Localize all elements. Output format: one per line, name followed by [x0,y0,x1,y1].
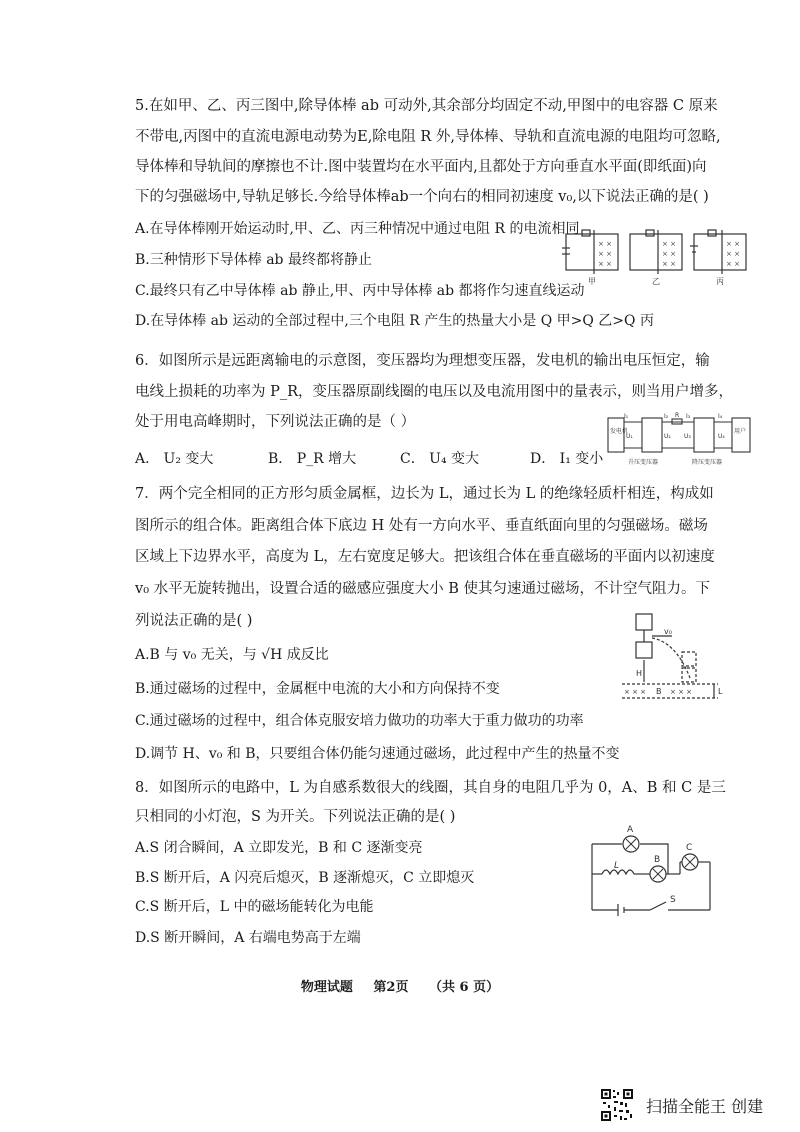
q6-option-a: A． U₂ 变大 [135,451,214,467]
q8-fig-c: C [686,843,693,853]
q7-option-b: B.通过磁场的过程中，金属框中电流的大小和方向保持不变 [135,681,500,697]
q5-fig-label-yi: 乙 [652,277,660,286]
svg-text:× ×: × × [726,260,740,268]
svg-text:× ×: × × [662,240,676,248]
page-footer [0,976,800,995]
q6-option-d: D． I₁ 变小 [530,451,604,467]
q6-fig-u2: U₂ [664,433,671,440]
q5-stem-line-2: 不带电,丙图中的直流电源电动势为E,除电阻 R 外,导体棒、导轨和直流电源的电阻均可忽略, [135,129,721,145]
q6-fig-i4: I₄ [718,413,723,420]
q6-fig-user: 用户 [734,428,747,435]
q8-figure [586,822,722,918]
q6-fig-step-down: 降压变压器 [692,459,723,466]
q7-fig-b: B [656,687,662,696]
q8-fig-b: B [654,855,661,865]
svg-text:× ×: × × [598,260,612,268]
svg-text:× ×: × × [662,250,676,258]
svg-text:× ×: × × [726,240,740,248]
q7-option-c: C.通过磁场的过程中，组合体克服安培力做功的功率大于重力做功的功率 [135,713,584,729]
q8-option-a: A.S 闭合瞬间，A 立即发光，B 和 C 逐渐变亮 [135,840,423,856]
q8-option-d: D.S 断开瞬间，A 右端电势高于左端 [135,930,361,946]
q7-stem-line-3: 区域上下边界水平，高度为 L，左右宽度足够大。把该组合体在垂直磁场的平面内以初速度 [135,549,715,565]
q5-option-c: C.最终只有乙中导体棒 ab 静止,甲、丙中导体棒 ab 都将作匀速直线运动 [135,283,585,299]
q6-fig-i2: I₂ [664,413,669,420]
q7-figure [618,612,730,710]
svg-text:× ×: × × [662,260,676,268]
q5-fig-label-bing: 丙 [716,277,724,286]
q6-fig-i1: I₁ [624,413,629,420]
q6-fig-u1: U₁ [626,433,633,440]
qr-code-icon [600,1088,634,1122]
q7-fig-v0: v₀ [664,627,672,636]
q8-option-c: C.S 断开后，L 中的磁场能转化为电能 [135,899,374,915]
scanner-watermark [600,1088,790,1122]
q6-option-b: B． P_R 增大 [268,451,357,467]
svg-text:× × ×: × × × [670,688,693,696]
q5-stem-line-1: 5.在如甲、乙、丙三图中,除导体棒 ab 可动外,其余部分均固定不动,甲图中的电容器 C 原来 [135,98,718,114]
q8-stem-line-2: 只相同的小灯泡，S 为开关。下列说法正确的是( ) [135,809,456,825]
q6-fig-u4: U₄ [718,433,725,440]
q5-fig-label-jia: 甲 [588,277,596,286]
q5-option-d: D.在导体棒 ab 运动的全部过程中,三个电阻 R 产生的热量大小是 Q 甲>Q 乙>Q 丙 [135,313,654,329]
q5-stem-line-4: 下的匀强磁场中,导轨足够长.今给导体棒ab一个向右的相同初速度 v₀,以下说法正确的是( ) [135,189,709,205]
q8-fig-a: A [627,825,634,835]
footer-total: （共 6 页） [429,980,500,995]
svg-text:× ×: × × [598,240,612,248]
q6-figure [606,408,756,470]
q6-stem-line-3: 处于用电高峰期时，下列说法正确的是（ ） [135,414,416,430]
q7-stem-line-4: v₀ 水平无旋转抛出，设置合适的磁感应强度大小 B 使其匀速通过磁场，不计空气阻力。下 [135,581,710,597]
q7-stem-line-1: 7．两个完全相同的正方形匀质金属框，边长为 L，通过长为 L 的绝缘轻质杆相连，构成如 [135,486,714,502]
q5-option-a: A.在导体棒刚开始运动时,甲、乙、丙三种情况中通过电阻 R 的电流相同 [135,221,580,237]
q5-stem-line-3: 导体棒和导轨间的摩擦也不计.图中装置均在水平面内,且都处于方向垂直水平面(即纸面)向 [135,159,707,175]
q5-figure [560,226,750,286]
q6-stem-line-1: 6．如图所示是远距离输电的示意图，变压器均为理想变压器，发电机的输出电压恒定，输 [135,353,710,369]
q8-option-b: B.S 断开后，A 闪亮后熄灭，B 逐渐熄灭，C 立即熄灭 [135,870,475,886]
q8-fig-l: L [614,861,620,871]
q6-fig-r: R [675,412,680,419]
watermark-text: 扫描全能王 创建 [646,1097,764,1116]
q8-stem-line-1: 8．如图所示的电路中，L 为自感系数很大的线圈，其自身的电阻几乎为 0，A、B 和 C 是三 [135,780,726,796]
q6-stem-line-2: 电线上损耗的功率为 P_R，变压器原副线圈的电压以及电流用图中的量表示，则当用户增多， [135,384,734,400]
q6-option-c: C． U₄ 变大 [400,451,480,467]
q6-fig-step-up: 升压变压器 [628,459,659,466]
footer-subject: 物理试题 [300,980,353,995]
q6-fig-generator: 发电机 [610,428,629,435]
q6-fig-u3: U₃ [684,433,691,440]
q6-fig-i3: I₃ [686,413,691,420]
q5-option-b: B.三种情形下导体棒 ab 最终都将静止 [135,252,372,268]
q7-fig-h: H [636,669,643,678]
q8-fig-s: S [670,895,676,905]
svg-text:× ×: × × [598,250,612,258]
q7-option-a: A.B 与 v₀ 无关，与 √H 成反比 [135,647,329,663]
svg-text:× × ×: × × × [624,688,647,696]
footer-page: 第2页 [373,980,409,995]
svg-text:× ×: × × [726,250,740,258]
q7-option-d: D.调节 H、v₀ 和 B，只要组合体仍能匀速通过磁场，此过程中产生的热量不变 [135,746,620,762]
q7-stem-line-5: 列说法正确的是( ) [135,613,253,629]
q7-stem-line-2: 图所示的组合体。距离组合体下底边 H 处有一方向水平、垂直纸面向里的匀强磁场。磁场 [135,518,708,534]
q7-fig-l: L [718,687,723,696]
